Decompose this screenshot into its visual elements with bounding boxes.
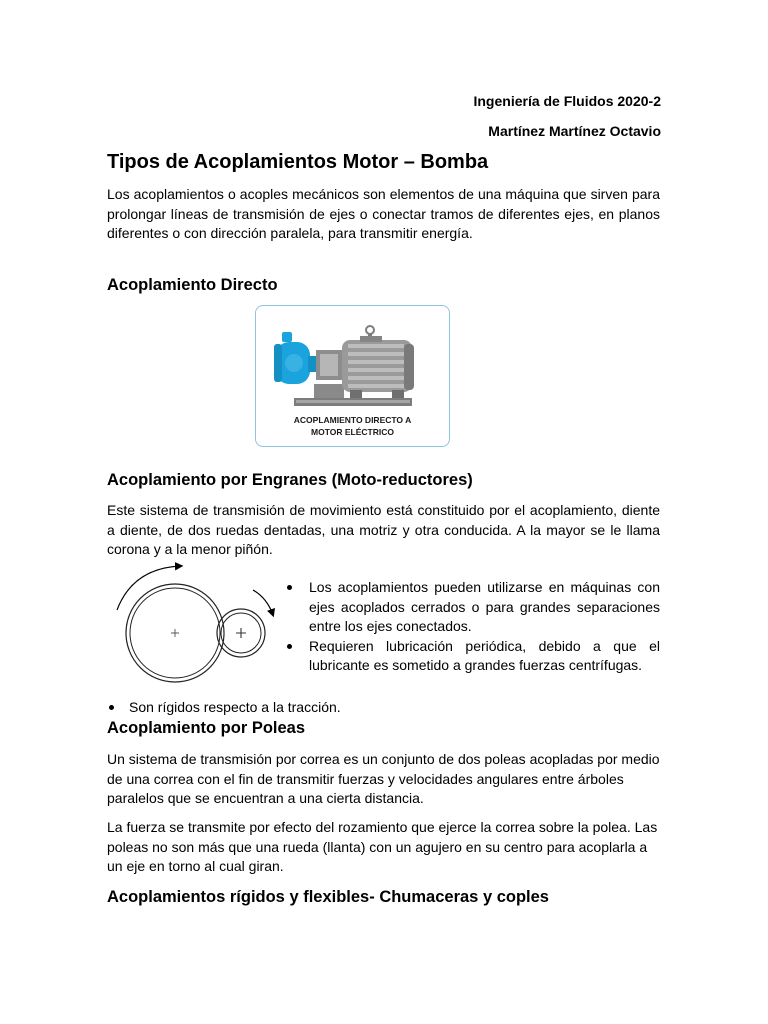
document-title: Tipos de Acoplamientos Motor – Bomba bbox=[107, 151, 489, 173]
list-item: Requieren lubricación periódica, debido a que el lubricante es sometido a grandes fuerzas centrífugas. bbox=[285, 637, 660, 676]
course-name: Ingeniería de Fluidos 2020-2 bbox=[473, 93, 661, 109]
heading-gear-coupling: Acoplamiento por Engranes (Moto-reductores) bbox=[107, 471, 473, 489]
heading-rigid-flexible-coupling: Acoplamientos rígidos y flexibles- Chumaceras y coples bbox=[107, 888, 549, 906]
pulleys-paragraph-1: Un sistema de transmisión por correa es un conjunto de dos poleas acopladas por medio de una correa con el fin de transmitir fuerzas y velocidades angulares entre árboles paralelos que se encuentran a una cierta distancia. bbox=[107, 751, 660, 807]
figure-caption-line-1: ACOPLAMIENTO DIRECTO A bbox=[293, 415, 412, 425]
gear-diagram bbox=[105, 560, 280, 700]
direct-coupling-figure bbox=[255, 305, 450, 447]
gear-features-list bbox=[285, 578, 660, 676]
intro-paragraph: Los acoplamientos o acoples mecánicos son elementos de una máquina que sirven para prolongar líneas de transmisión de ejes o conectar tramos de diferentes ejes, en planos diferentes o con dirección paralela, para transmitir energía. bbox=[107, 186, 660, 242]
list-item: Son rígidos respecto a la tracción. bbox=[107, 698, 341, 718]
gears-paragraph: Este sistema de transmisión de movimiento está constituido por el acoplamiento, diente a diente, de dos ruedas dentadas, una motriz y otra conducida. A la mayor se le llama corona y a la menor piñón. bbox=[107, 502, 660, 558]
heading-direct-coupling: Acoplamiento Directo bbox=[107, 276, 278, 294]
pulleys-paragraph-2: La fuerza se transmite por efecto del rozamiento que ejerce la correa sobre la polea. Las poleas no son más que una rueda (llanta) con un agujero en su centro para acoplarla a un eje en torno al cual giran. bbox=[107, 819, 658, 875]
figure-caption bbox=[256, 414, 449, 438]
heading-pulley-coupling: Acoplamiento por Poleas bbox=[107, 719, 306, 737]
list-item: Los acoplamientos pueden utilizarse en máquinas con ejes acoplados cerrados o para grandes separaciones entre los ejes conectados. bbox=[285, 578, 660, 637]
figure-caption-line-2: MOTOR ELÉCTRICO bbox=[311, 427, 394, 437]
author-name: Martínez Martínez Octavio bbox=[488, 123, 661, 139]
motor-pump-illustration bbox=[256, 306, 448, 416]
